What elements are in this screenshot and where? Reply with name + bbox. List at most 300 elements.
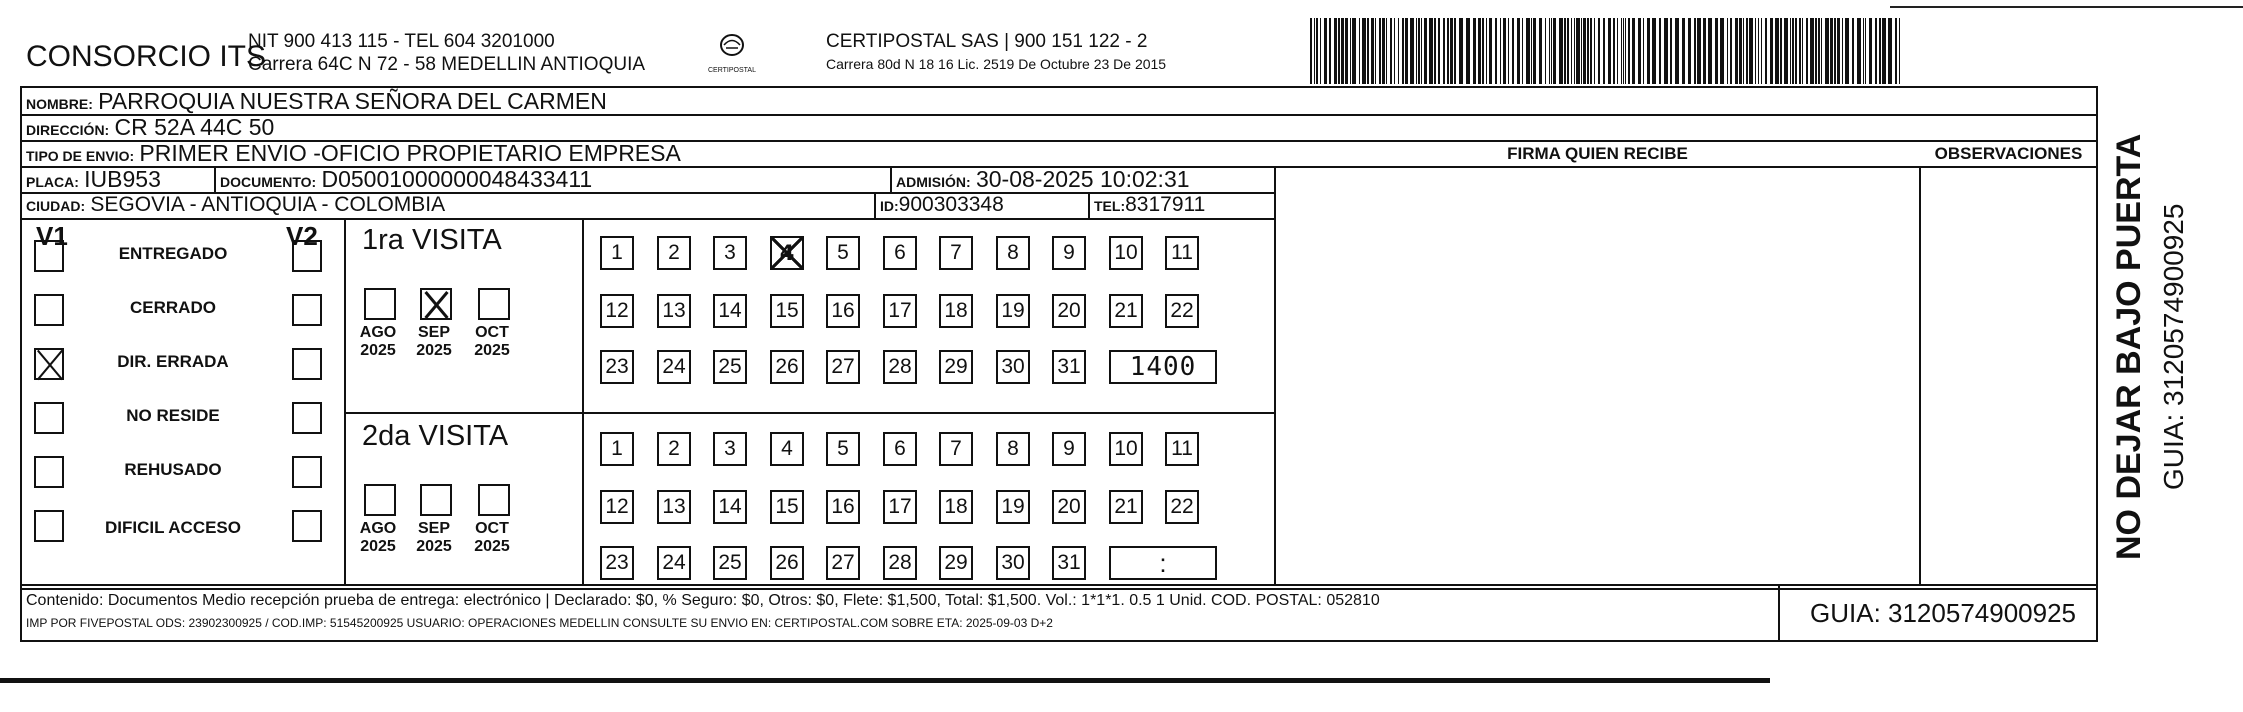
day-number: 16 — [831, 299, 855, 322]
barcode-bar — [1598, 18, 1600, 84]
barcode-bar — [1587, 18, 1589, 84]
day-number: 27 — [831, 551, 855, 574]
barcode-bar — [1447, 18, 1449, 84]
day-box[interactable] — [1052, 432, 1086, 466]
day-number: 29 — [944, 355, 968, 378]
month-label — [470, 324, 514, 360]
day-box[interactable] — [1165, 236, 1199, 270]
v1-checkbox[interactable] — [34, 456, 64, 488]
day-number: 3 — [724, 437, 736, 460]
day-box[interactable] — [713, 546, 747, 580]
day-number: 7 — [950, 241, 962, 264]
barcode-bar — [1746, 18, 1748, 84]
day-box[interactable] — [1052, 294, 1086, 328]
day-box[interactable] — [883, 350, 917, 384]
barcode-bar — [1765, 18, 1767, 84]
day-number: 23 — [605, 551, 629, 574]
tipo-envio-value: PRIMER ENVIO -OFICIO PROPIETARIO EMPRESA — [139, 140, 681, 166]
direccion-value: CR 52A 44C 50 — [114, 114, 275, 140]
day-number: 1 — [611, 241, 623, 264]
tipo-envio-field — [26, 141, 681, 168]
day-number: 12 — [605, 495, 629, 518]
month-year: 2025 — [360, 538, 396, 555]
barcode-bar — [1386, 18, 1387, 84]
carrier-name: CERTIPOSTAL SAS | 900 151 122 - 2 — [826, 31, 1148, 52]
day-number: 13 — [662, 495, 686, 518]
footer-contents: Contenido: Documentos Medio recepción prueba de entrega: electrónico | Declarado: $0, % Seguro: $0, Otros: $0, Flete: $1,500, Total: $1,500. Vol.: 1*1*1. 0.5 1 Unid. COD. POSTAL: 052810 — [26, 592, 1380, 609]
day-box[interactable] — [600, 350, 634, 384]
day-number: 14 — [718, 495, 742, 518]
day-box[interactable] — [883, 490, 917, 524]
day-number: 13 — [662, 299, 686, 322]
day-number: 15 — [775, 299, 799, 322]
barcode-bar — [1632, 18, 1635, 84]
barcode-bar — [1899, 18, 1900, 84]
v1-checkbox[interactable] — [34, 294, 64, 326]
barcode-bar — [1394, 18, 1395, 84]
day-number: 15 — [775, 495, 799, 518]
day-number: 11 — [1171, 241, 1193, 264]
barcode-bar — [1735, 18, 1738, 84]
barcode-bar — [1875, 18, 1877, 84]
day-box[interactable] — [1109, 294, 1143, 328]
barcode-bar — [1571, 18, 1572, 84]
day-box[interactable] — [996, 490, 1030, 524]
barcode-bar — [1350, 18, 1351, 84]
day-number: 5 — [837, 437, 849, 460]
barcode-bar — [1320, 18, 1321, 84]
day-number: 14 — [718, 299, 742, 322]
day-box[interactable] — [1109, 490, 1143, 524]
day-box[interactable] — [713, 350, 747, 384]
barcode-bar — [1842, 18, 1843, 84]
barcode-bar — [1755, 18, 1756, 84]
barcode-bar — [1503, 18, 1506, 84]
firma-header: FIRMA QUIEN RECIBE — [1507, 144, 1688, 163]
month-checkbox[interactable] — [420, 484, 452, 516]
v1-checkbox[interactable] — [34, 402, 64, 434]
barcode-bar — [1316, 18, 1318, 84]
shipping-form — [20, 86, 2098, 590]
tipo-envio-label: TIPO DE ENVIO: — [26, 148, 135, 164]
day-number: 24 — [662, 355, 686, 378]
top-rule — [1890, 6, 2243, 8]
barcode-bar — [1869, 18, 1872, 84]
barcode-bar — [1594, 18, 1595, 84]
barcode-bar — [1489, 18, 1492, 84]
admision-label: ADMISIÓN: — [896, 174, 971, 190]
barcode-bar — [1795, 18, 1797, 84]
day-box[interactable] — [600, 432, 634, 466]
month-label — [412, 520, 456, 556]
day-box[interactable] — [657, 350, 691, 384]
barcode-bar — [1682, 18, 1685, 84]
barcode-bar — [1810, 18, 1814, 84]
carrier-info — [826, 30, 1166, 76]
day-box[interactable] — [1052, 236, 1086, 270]
barcode-bar — [1508, 18, 1509, 84]
admision-field — [896, 167, 1190, 194]
day-box[interactable] — [939, 236, 973, 270]
day-box[interactable] — [996, 432, 1030, 466]
barcode-bar — [1802, 18, 1803, 84]
status-label: DIFICIL ACCESO — [104, 518, 241, 537]
barcode-bar — [1675, 18, 1679, 84]
day-box[interactable] — [1165, 294, 1199, 328]
side-guia: GUIA: 3120574900925 — [2158, 203, 2189, 490]
barcode-bar — [1443, 18, 1445, 84]
no-dejar-warning: NO DEJAR BAJO PUERTA — [2110, 133, 2148, 560]
ciudad-value: SEGOVIA - ANTIOQUIA - COLOMBIA — [90, 193, 446, 216]
day-number: 6 — [894, 241, 906, 264]
day-number: 7 — [950, 437, 962, 460]
day-number: 16 — [831, 495, 855, 518]
month-label — [470, 520, 514, 556]
day-number: 6 — [894, 437, 906, 460]
barcode-bar — [1421, 18, 1422, 84]
barcode-bar — [1688, 18, 1691, 84]
day-box[interactable] — [883, 546, 917, 580]
day-box[interactable] — [600, 546, 634, 580]
company-name: CONSORCIO ITS — [26, 40, 267, 73]
company-nit: NIT 900 413 115 - TEL 604 3201000 — [248, 31, 555, 52]
v2-header: V2 — [286, 221, 318, 251]
day-box[interactable] — [939, 432, 973, 466]
barcode-bar — [1324, 18, 1327, 84]
barcode-bar — [1603, 18, 1605, 84]
day-box[interactable] — [770, 294, 804, 328]
barcode — [1310, 18, 1908, 84]
day-number: 22 — [1170, 299, 1194, 322]
barcode-bar — [1617, 18, 1618, 84]
day-number: 22 — [1170, 495, 1194, 518]
day-number: 10 — [1114, 437, 1138, 460]
barcode-bar — [1749, 18, 1753, 84]
day-box[interactable] — [883, 294, 917, 328]
barcode-bar — [1367, 18, 1369, 84]
day-box[interactable] — [939, 294, 973, 328]
month-label — [356, 324, 400, 360]
v1-checkbox[interactable] — [34, 510, 64, 542]
day-number: 23 — [605, 355, 629, 378]
day-box[interactable] — [826, 350, 860, 384]
day-box[interactable] — [826, 236, 860, 270]
day-number: 26 — [775, 355, 799, 378]
day-box[interactable] — [826, 432, 860, 466]
day-number: 8 — [1007, 437, 1019, 460]
barcode-bar — [1652, 18, 1656, 84]
day-box[interactable] — [713, 432, 747, 466]
barcode-bar — [1780, 18, 1782, 84]
barcode-bar — [1720, 18, 1724, 84]
barcode-bar — [1531, 18, 1532, 84]
barcode-bar — [1379, 18, 1381, 84]
day-box[interactable] — [883, 236, 917, 270]
barcode-bar — [1727, 18, 1728, 84]
day-number: 18 — [944, 299, 968, 322]
barcode-bar — [1888, 18, 1892, 84]
visit-title: 2da VISITA — [362, 420, 509, 452]
day-box[interactable] — [600, 490, 634, 524]
v2-checkbox[interactable] — [292, 294, 322, 326]
barcode-bar — [1567, 18, 1569, 84]
day-box[interactable] — [826, 490, 860, 524]
barcode-bar — [1581, 18, 1582, 84]
barcode-bar — [1382, 18, 1385, 84]
barcode-bar — [1434, 18, 1436, 84]
barcode-bar — [1359, 18, 1360, 84]
day-number: 21 — [1114, 299, 1138, 322]
barcode-bar — [1478, 18, 1481, 84]
barcode-bar — [1863, 18, 1864, 84]
day-number: 25 — [718, 355, 742, 378]
barcode-bar — [1482, 18, 1484, 84]
day-number: 20 — [1057, 495, 1081, 518]
barcode-bar — [1371, 18, 1374, 84]
barcode-bar — [1730, 18, 1732, 84]
day-box[interactable] — [600, 294, 634, 328]
month-year: 2025 — [474, 538, 510, 555]
day-number: 28 — [888, 355, 912, 378]
day-number: 31 — [1057, 355, 1081, 378]
day-box[interactable] — [770, 432, 804, 466]
day-box[interactable] — [657, 490, 691, 524]
barcode-bar — [1613, 18, 1615, 84]
barcode-bar — [1834, 18, 1836, 84]
day-number: 5 — [837, 241, 849, 264]
barcode-bar — [1564, 18, 1566, 84]
barcode-bar — [1398, 18, 1399, 84]
barcode-bar — [1512, 18, 1514, 84]
day-box[interactable] — [1165, 490, 1199, 524]
barcode-bar — [1574, 18, 1575, 84]
v1-checkbox[interactable] — [34, 348, 64, 380]
nombre-value: PARROQUIA NUESTRA SEÑORA DEL CARMEN — [98, 88, 607, 114]
day-box[interactable] — [1165, 432, 1199, 466]
day-number: 2 — [668, 437, 680, 460]
barcode-bar — [1845, 18, 1849, 84]
day-number: 30 — [1001, 355, 1025, 378]
day-number: 19 — [1001, 495, 1025, 518]
day-number: 17 — [888, 299, 912, 322]
month-checkbox[interactable] — [420, 288, 452, 320]
day-number: 2 — [668, 241, 680, 264]
day-box[interactable] — [996, 294, 1030, 328]
day-box[interactable] — [770, 236, 804, 270]
barcode-bar — [1739, 18, 1742, 84]
day-box[interactable] — [657, 294, 691, 328]
barcode-bar — [1545, 18, 1546, 84]
barcode-bar — [1830, 18, 1833, 84]
day-number: 9 — [1063, 241, 1075, 264]
day-box[interactable] — [657, 432, 691, 466]
status-label: DIR. ERRADA — [117, 352, 229, 371]
tel-value: 8317911 — [1125, 193, 1206, 216]
barcode-bar — [1500, 18, 1501, 84]
v2-checkbox[interactable] — [292, 456, 322, 488]
day-box[interactable] — [1052, 546, 1086, 580]
month-year: 2025 — [474, 342, 510, 359]
day-box[interactable] — [713, 490, 747, 524]
barcode-bar — [1314, 18, 1315, 84]
barcode-bar — [1815, 18, 1817, 84]
barcode-bar — [1775, 18, 1779, 84]
tel-field — [1094, 193, 1205, 218]
day-number: 17 — [888, 495, 912, 518]
barcode-bar — [1837, 18, 1840, 84]
month-checkbox[interactable] — [478, 484, 510, 516]
month-checkbox[interactable] — [364, 288, 396, 320]
barcode-bar — [1522, 18, 1523, 84]
barcode-bar — [1715, 18, 1718, 84]
day-box[interactable] — [1109, 432, 1143, 466]
barcode-bar — [1628, 18, 1630, 84]
day-box[interactable] — [713, 236, 747, 270]
day-box[interactable] — [996, 236, 1030, 270]
barcode-bar — [1625, 18, 1626, 84]
id-field — [880, 193, 1004, 218]
v2-checkbox[interactable] — [292, 510, 322, 542]
barcode-bar — [1761, 18, 1762, 84]
barcode-bar — [1608, 18, 1611, 84]
day-number: 26 — [775, 551, 799, 574]
barcode-bar — [1418, 18, 1420, 84]
barcode-bar — [1345, 18, 1348, 84]
day-box[interactable] — [996, 546, 1030, 580]
barcode-bar — [1882, 18, 1886, 84]
barcode-bar — [1450, 18, 1453, 84]
v1-checkbox[interactable] — [34, 240, 64, 272]
barcode-bar — [1375, 18, 1376, 84]
tel-label: TEL: — [1094, 198, 1126, 214]
v2-checkbox[interactable] — [292, 402, 322, 434]
bottom-rule — [0, 678, 1770, 683]
day-number: 19 — [1001, 299, 1025, 322]
status-label: ENTREGADO — [118, 244, 228, 263]
barcode-bar — [1429, 18, 1433, 84]
direccion-label: DIRECCIÓN: — [26, 122, 110, 138]
barcode-bar — [1517, 18, 1520, 84]
barcode-bar — [1338, 18, 1340, 84]
placa-label: PLACA: — [26, 174, 79, 190]
barcode-bar — [1416, 18, 1417, 84]
day-box[interactable] — [883, 432, 917, 466]
time-field[interactable]: : — [1109, 546, 1217, 580]
barcode-bar — [1334, 18, 1337, 84]
day-box[interactable] — [1052, 490, 1086, 524]
barcode-bar — [1825, 18, 1829, 84]
day-box[interactable] — [826, 546, 860, 580]
day-box[interactable] — [996, 350, 1030, 384]
month-checkbox[interactable] — [364, 484, 396, 516]
time-field[interactable]: 1400 — [1109, 350, 1217, 384]
day-number: 21 — [1114, 495, 1138, 518]
barcode-bar — [1390, 18, 1392, 84]
v2-checkbox[interactable] — [292, 348, 322, 380]
day-box[interactable] — [826, 294, 860, 328]
day-number: 1 — [611, 437, 623, 460]
day-box[interactable] — [1052, 350, 1086, 384]
day-box[interactable] — [770, 490, 804, 524]
day-number: 12 — [605, 299, 629, 322]
observaciones-header: OBSERVACIONES — [1934, 144, 2083, 163]
month-name: SEP — [417, 520, 450, 537]
barcode-bar — [1495, 18, 1497, 84]
footer-print-info: IMP POR FIVEPOSTAL ODS: 23902300925 / COD.IMP: 51545200925 USUARIO: OPERACIONES MEDELLIN CONSULTE SU ENVIO EN: CERTIPOSTAL.COM SOBRE ETA: 2025-09-03 D+2 — [26, 616, 1053, 630]
barcode-bar — [1857, 18, 1861, 84]
barcode-bar — [1438, 18, 1440, 84]
status-label: CERRADO — [130, 298, 216, 317]
day-number: 30 — [1001, 551, 1025, 574]
barcode-bar — [1708, 18, 1712, 84]
barcode-bar — [1459, 18, 1463, 84]
day-box[interactable] — [713, 294, 747, 328]
barcode-bar — [1694, 18, 1696, 84]
v2-checkbox[interactable] — [292, 240, 322, 272]
carrier-address: Carrera 80d N 18 16 Lic. 2519 De Octubre 23 De 2015 — [826, 56, 1167, 72]
placa-field — [26, 167, 161, 194]
barcode-bar — [1352, 18, 1356, 84]
day-box[interactable] — [939, 490, 973, 524]
day-number: 25 — [718, 551, 742, 574]
day-box[interactable] — [770, 350, 804, 384]
month-name: SEP — [417, 324, 450, 341]
barcode-bar — [1790, 18, 1791, 84]
day-number: 29 — [944, 551, 968, 574]
barcode-bar — [1526, 18, 1530, 84]
month-label — [412, 324, 456, 360]
nombre-field — [26, 89, 607, 116]
barcode-bar — [1454, 18, 1456, 84]
company-address: Carrera 64C N 72 - 58 MEDELLIN ANTIOQUIA — [248, 54, 646, 75]
month-checkbox[interactable] — [478, 288, 510, 320]
barcode-bar — [1664, 18, 1668, 84]
barcode-bar — [1770, 18, 1773, 84]
barcode-bar — [1799, 18, 1801, 84]
barcode-bar — [1362, 18, 1366, 84]
day-box[interactable] — [1109, 236, 1143, 270]
barcode-bar — [1559, 18, 1563, 84]
barcode-bar — [1329, 18, 1331, 84]
barcode-bar — [1865, 18, 1866, 84]
barcode-bar — [1621, 18, 1622, 84]
documento-value: D05001000000048433411 — [321, 166, 593, 192]
day-number: 4 — [779, 241, 795, 265]
placa-value: IUB953 — [84, 166, 161, 192]
barcode-bar — [1879, 18, 1881, 84]
day-box[interactable] — [657, 236, 691, 270]
day-number: 4 — [781, 437, 793, 460]
day-box[interactable] — [770, 546, 804, 580]
day-box[interactable] — [600, 236, 634, 270]
day-box[interactable] — [939, 546, 973, 580]
barcode-bar — [1659, 18, 1661, 84]
month-name: AGO — [359, 520, 397, 537]
day-box[interactable] — [939, 350, 973, 384]
day-number: 20 — [1057, 299, 1081, 322]
day-number: 9 — [1063, 437, 1075, 460]
day-number: 8 — [1007, 241, 1019, 264]
barcode-bar — [1758, 18, 1759, 84]
barcode-bar — [1310, 18, 1312, 84]
day-box[interactable] — [657, 546, 691, 580]
barcode-bar — [1895, 18, 1897, 84]
month-year: 2025 — [360, 342, 396, 359]
month-name: OCT — [475, 520, 509, 537]
barcode-bar — [1466, 18, 1470, 84]
barcode-bar — [1638, 18, 1641, 84]
month-label — [356, 520, 400, 556]
